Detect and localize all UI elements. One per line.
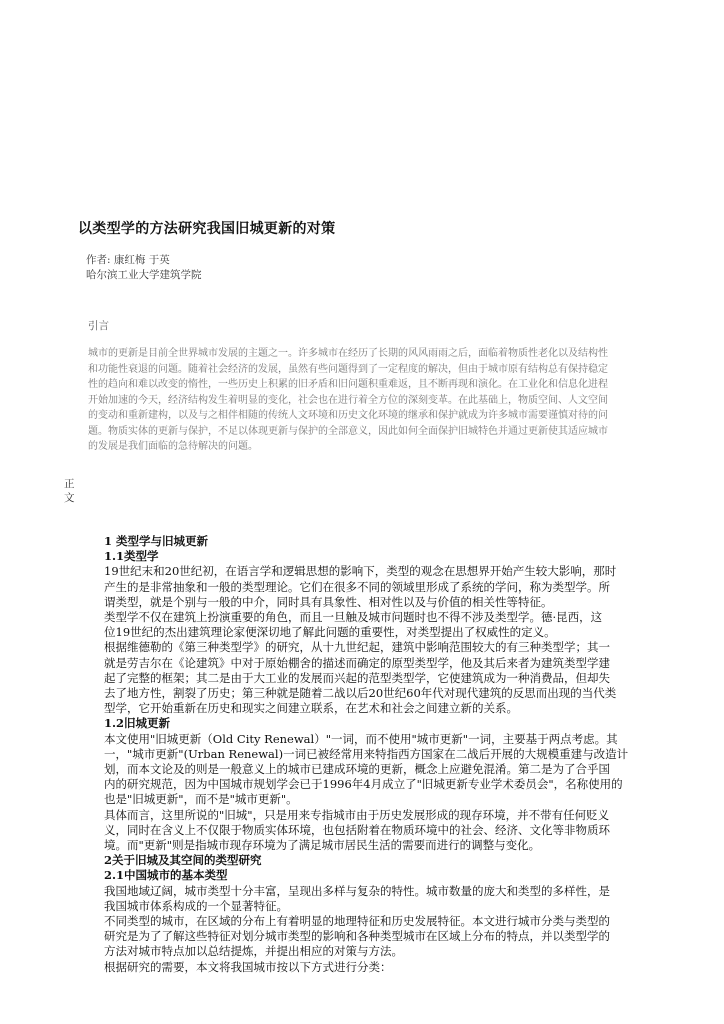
authors-line: 作者: 康红梅 于英 — [86, 254, 170, 266]
body-line: 我国地域辽阔，城市类型十分丰富，呈现出多样与复杂的特性。城市数量的庞大和类型的多样性，是 — [104, 883, 610, 898]
body-line: 一，"城市更新"(Urban Renewal)一词已被经常用来特指西方国家在二战后开展的大规模重建与改造计 — [104, 746, 629, 761]
body-line: 根据维德勒的《第三种类型学》的研究，从十九世纪起，建筑中影响范围较大的有三种类型学；其一 — [104, 640, 610, 655]
paper-title: 以类型学的方法研究我国旧城更新的对策 — [78, 221, 336, 237]
section-heading: 1 类型学与旧城更新 — [104, 534, 209, 548]
section-heading: 2关于旧城及其空间的类型研究 — [104, 853, 262, 868]
abstract-line: 的发展是我们面临的急待解决的问题。 — [88, 441, 258, 452]
body-line: 划，而本文论及的则是一般意义上的城市已建成环境的更新，概念上应避免混淆。第二是为了合乎国 — [104, 762, 610, 777]
body-line: 位19世纪的杰出建筑理论家便深切地了解此问题的重要性，对类型提出了权威性的定义。 — [104, 625, 556, 640]
body-line: 就是劳吉尔在《论建筑》中对于原始棚舍的描述而确定的原型类型学，他及其后来者为建筑类型学建 — [104, 655, 610, 670]
body-line: 19世纪末和20世纪初，在语言学和逻辑思想的影响下，类型的观念在思想界开始产生较大影响，那时 — [104, 564, 617, 579]
side-label-char: 文 — [64, 492, 75, 504]
body-line: 研究是为了了解这些特征对划分城市类型的影响和各种类型城市在区域上分布的特点，并以类型学的 — [104, 929, 610, 944]
body-line: 不同类型的城市，在区域的分布上有着明显的地理特征和历史发展特征。本文进行城市分类与类型的 — [104, 914, 610, 929]
side-label-char: 正 — [64, 478, 75, 490]
body-line: 起了完整的框架；其二是由于大工业的发展而兴起的范型类型学，它使建筑成为一种消费品，但却失 — [104, 670, 610, 685]
body-text — [104, 534, 688, 975]
body-line: 具体而言，这里所说的"旧城"，只是用来专指城市由于历史发展形成的现存环境，并不带有任何贬义 — [104, 807, 610, 822]
body-line: 本文使用"旧城更新（Old City Renewal）"一词，而不使用"城市更新"一词，主要基于两点考虑。其 — [104, 731, 618, 746]
author-block — [86, 253, 202, 283]
body-line: 我国城市体系构成的一个显著特征。 — [104, 898, 288, 913]
abstract-text — [88, 346, 658, 455]
abstract-line: 和功能性衰退的问题。随着社会经济的发展，虽然有些问题得到了一定程度的解决，但由于城市原有结构总有保持稳定 — [88, 363, 608, 375]
body-line: 产生的是非常抽象和一般的类型理论。它们在很多不同的领域里形成了系统的学问，称为类型学。所 — [104, 579, 610, 594]
body-side-label — [64, 477, 78, 505]
body-line: 型学，它开始重新在历史和现实之间建立联系，在艺术和社会之间建立新的关系。 — [104, 701, 518, 716]
abstract-line: 性的趋向和难以改变的惰性，一些历史上积累的旧矛盾和旧问题积重难返，且不断再现和演化。在工业化和信息化进程 — [88, 379, 608, 390]
body-line: 根据研究的需要，本文将我国城市按以下方式进行分类： — [104, 959, 392, 974]
body-line: 义，同时在含义上不仅限于物质实体环境，也包括附着在物质环境中的社会、经济、文化等非物质环 — [104, 822, 610, 837]
abstract-heading: 引言 — [88, 320, 109, 332]
body-line: 境。而"更新"则是指城市现存环境为了满足城市居民生活的需要而进行的调整与变化。 — [104, 838, 541, 853]
abstract-line: 开始加速的今天，经济结构发生着明显的变化，社会也在进行着全方位的深刻变革。在此基础上，物质空间、人文空间 — [88, 394, 608, 406]
abstract-line: 城市的更新是目前全世界城市发展的主题之一。许多城市在经历了长期的风风雨雨之后，面临着物质性老化以及结构性 — [88, 348, 608, 359]
section-heading: 1.2旧城更新 — [104, 716, 171, 731]
body-line: 方法对城市特点加以总结提炼，并提出相应的对策与方法。 — [104, 944, 403, 959]
affiliation-line: 哈尔滨工业大学建筑学院 — [86, 269, 202, 281]
section-heading: 2.1中国城市的基本类型 — [104, 868, 228, 883]
body-line: 内的研究规范，因为中国城市规划学会已于1996年4月成立了"旧城更新专业学术委员会"，名称使用的 — [104, 777, 623, 792]
body-line: 谓类型，就是个别与一般的中介，同时具有具象性、相对性以及与价值的相关性等特征。 — [104, 594, 553, 609]
body-line: 去了地方性，割裂了历史；第三种就是随着二战以后20世纪60年代对现代建筑的反思而出现的当代类 — [104, 686, 617, 701]
body-line: 类型学不仅在建筑上扮演重要的角色，而且一旦触及城市问题时也不得不涉及类型学。德·昆西，这 — [104, 610, 603, 625]
abstract-line: 的变动和重新建构，以及与之相伴相随的传统人文环境和历史文化环境的继承和保护就成为许多城市需要谨慎对待的问 — [88, 410, 608, 421]
abstract-line: 题。物质实体的更新与保护，不足以体现更新与保护的全部意义，因此如何全面保护旧城特色并通过更新使其适应城市 — [88, 425, 608, 437]
section-heading: 1.1类型学 — [104, 549, 159, 564]
body-line: 也是"旧城更新"，而不是"城市更新"。 — [104, 792, 298, 807]
